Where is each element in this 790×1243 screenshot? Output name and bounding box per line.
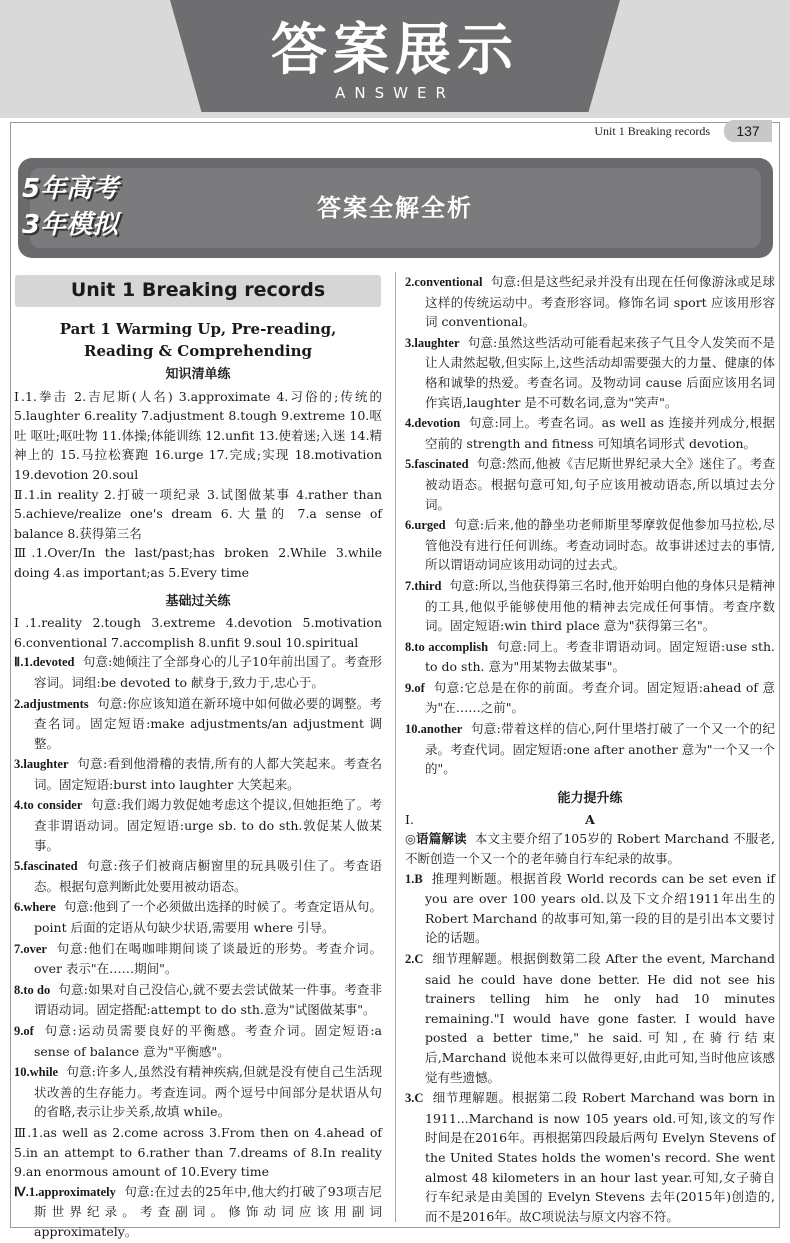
list-item: 1.B 推理判断题。根据首段 World records can be set even if you are over 100 years old.以及下文介绍1911年出生的 Robert Marchand 的故事可知,第一段的目的是引出本文要讨论的话题。 — [405, 870, 776, 946]
list-item: 2.C 细节理解题。根据倒数第二段 After the event, Marchand said he could have done better. He did not see his trainers telling him he only had 10 minutes remaining."I would have gone faster. I would have posted a better time," he said.可知,在骑行结束后,Marchand 说他本来可以做得更好,由此可知,当时他应该感觉有些遗憾。 — [405, 951, 775, 1085]
banner-title: 答案展示 — [271, 18, 519, 83]
jichu-items — [14, 652, 382, 1122]
nengli-heading: 能力提升练 — [557, 790, 623, 806]
zhishi-answer-3: Ⅲ.1.Over/In the last/past;has broken 2.While 3.while doing 4.as important;as 5.Every time — [14, 545, 382, 580]
unit-title: Unit 1 Breaking records — [70, 279, 326, 301]
part-title-line2: Reading & Comprehending — [84, 342, 312, 360]
list-item: 8.to do 句意:如果对自己没信心,就不要去尝试做某一件事。考查非谓语动词。固定搭配:attempt to do sth.意为"试图做某事"。 — [14, 981, 382, 1018]
list-item: 3.laughter 句意:看到他滑稽的表情,所有的人都大笑起来。考查名词。固定短语:burst into laughter 大笑起来。 — [14, 756, 383, 792]
right-column — [405, 272, 775, 1227]
jichu-intro: Ⅰ.1.reality 2.tough 3.extreme 4.devotion 5.motivation 6.conventional 7.accomplish 8.unfit 9.soul 10.spiritual — [14, 615, 382, 650]
part-title-line1: Part 1 Warming Up, Pre-reading, — [59, 320, 337, 338]
list-item: 5.fascinated 句意:孩子们被商店橱窗里的玩具吸引住了。考查语态。根据句意判断此处要用被动语态。 — [14, 858, 382, 894]
list-item: 8.to accomplish 句意:同上。考查非谓语动词。固定短语:use sth. to do sth. 意为"用某物去做某事"。 — [405, 638, 775, 675]
page-number: 137 — [724, 120, 772, 142]
list-item: 2.conventional 句意:但是这些纪录并没有出现在任何像游泳或足球这样的传统运动中。考查形容词。修饰名词 sport 应该用形容词 conventional。 — [405, 274, 775, 330]
banner-subtitle: ANSWER — [335, 84, 455, 102]
list-item: 10.another 句意:带着这样的信心,阿什里塔打破了一个又一个的纪录。考查代词。固定短语:one after another 意为"一个又一个的"。 — [405, 721, 776, 777]
running-head-text: Unit 1 Breaking records — [594, 124, 710, 138]
list-item: 7.over 句意:他们在喝咖啡期间谈了谈最近的形势。考查介词。over 表示"在……期间"。 — [14, 940, 383, 977]
list-item: Ⅱ.1.devoted 句意:她倾注了全部身心的儿子10年前出国了。考查形容词。词组:be devoted to 献身于,致力于,忠心于。 — [14, 654, 382, 690]
list-item: 2.adjustments 句意:你应该知道在新环境中如何做必要的调整。考查名词。固定短语:make adjustments/an adjustment 调整。 — [14, 695, 382, 751]
list-item: 7.third 句意:所以,当他获得第三名时,他开始明白他的身体只是精神的工具,他似乎能够使用他的精神去完成任何事情。考查序数词。固定短语:win third place 意为"获得第三名"。 — [405, 577, 775, 634]
nengli-section: Ⅰ. — [405, 812, 414, 828]
list-item: 4.devotion 句意:同上。考查名词。as well as 连接并列成分,根据空前的 strength and fitness 可知填名词形式 devotion。 — [405, 415, 775, 451]
column-divider — [395, 272, 396, 1222]
logo-line2: 3年模拟 — [22, 210, 119, 240]
left-column — [14, 318, 382, 1243]
section-title: 答案全解全析 — [317, 194, 473, 222]
list-item: 5.fascinated 句意:然而,他被《吉尼斯世界纪录大全》迷住了。考查被动语态。根据句意可知,句子应该用被动语态,所以填过去分词。 — [405, 456, 776, 512]
yupian-jiedu: ◎语篇解读 本文主要介绍了105岁的 Robert Marchand 不服老,不断创造一个又一个的老年骑自行车纪录的故事。 — [405, 831, 775, 867]
zhishi-answer-2: Ⅱ.1.in reality 2.打破一项纪录 3.试图做某事 4.rather than 5.achieve/realize one's dream 6.大量的 7.a sense of balance 8.获得第三名 — [14, 486, 382, 541]
zhishi-heading: 知识清单练 — [165, 367, 231, 382]
list-item: 6.where 句意:他到了一个必须做出选择的时候了。考查定语从句。point 后面的定语从句缺少状语,需要用 where 引导。 — [14, 899, 382, 936]
jichu-heading: 基础过关练 — [165, 593, 231, 609]
nengli-letter: A — [585, 812, 595, 828]
nengli-section-row — [405, 810, 775, 829]
list-item: 3.C 细节理解题。根据第二段 Robert Marchand was born in 1911...Marchand is now 105 years old.可知,该文的写作时间是在2016年。再根据第四段最后两句 Evelyn Stevens of the United States holds the women's record. She went almost 48 kilometers in an hour last year.可知,女子骑自行车纪录是由美国的 Evelyn Stevens 去年(2015年)创造的,而不是2016年。故C项说法与原文内容不符。 — [405, 1090, 775, 1224]
list-item: 3.laughter 句意:虽然这些活动可能看起来孩子气且令人发笑而不是让人肃然起敬,但实际上,这些活动却需要强大的力量、健康的体格和诚挚的热爱。考查名词。及物动词 cause 后面应该用名词作宾语,laughter 是不可数名词,意为"笑声"。 — [405, 334, 775, 410]
list-item: 10.while 句意:许多人,虽然没有精神疾病,但就是没有使自己生活现状改善的生存能力。考查连词。两个逗号中间部分是状语从句的省略,表示让步关系,故填 while。 — [14, 1064, 382, 1120]
jichu-iii: Ⅲ.1.as well as 2.come across 3.From then on 4.ahead of 5.in an attempt to 6.rather than 7.dreams of 8.In reality 9.an enormous amount of 10.Every time — [14, 1124, 382, 1180]
list-item: 9.of 句意:运动员需要良好的平衡感。考查介词。固定短语:a sense of balance 意为"平衡感"。 — [14, 1023, 382, 1059]
zhishi-answer-1: Ⅰ.1.拳击 2.吉尼斯(人名) 3.approximate 4.习俗的;传统的 5.laughter 6.reality 7.adjustment 8.tough 9.extreme 10.呕吐 呕吐;呕吐物 11.体操;体能训练 12.unfit 13.使着迷;入迷 14.精神上的 15.马拉松赛跑 16.urge 17.完成;实现 18.motivation 19.devotion 20.soul — [14, 388, 382, 482]
list-item: 4.to consider 句意:我们竭力敦促她考虑这个提议,但她拒绝了。考查非谓语动词。固定短语:urge sb. to do sth.敦促某人做某事。 — [14, 797, 382, 853]
logo-line1: 5年高考 — [22, 174, 119, 204]
jichu-iv: Ⅳ.1.approximately 句意:在过去的25年中,他大约打破了93项吉尼斯世界纪录。考查副词。修饰动词应该用副词 approximately。 — [14, 1183, 382, 1239]
list-item: 6.urged 句意:后来,他的静坐功老师斯里琴摩敦促他参加马拉松,尽管他没有进行任何训练。考查动词时态。故事讲述过去的事情,所以谓语动词应该用动词的过去式。 — [405, 517, 775, 573]
list-item: 9.of 句意:它总是在你的前面。考查介词。固定短语:ahead of 意为"在……之前"。 — [405, 679, 775, 716]
